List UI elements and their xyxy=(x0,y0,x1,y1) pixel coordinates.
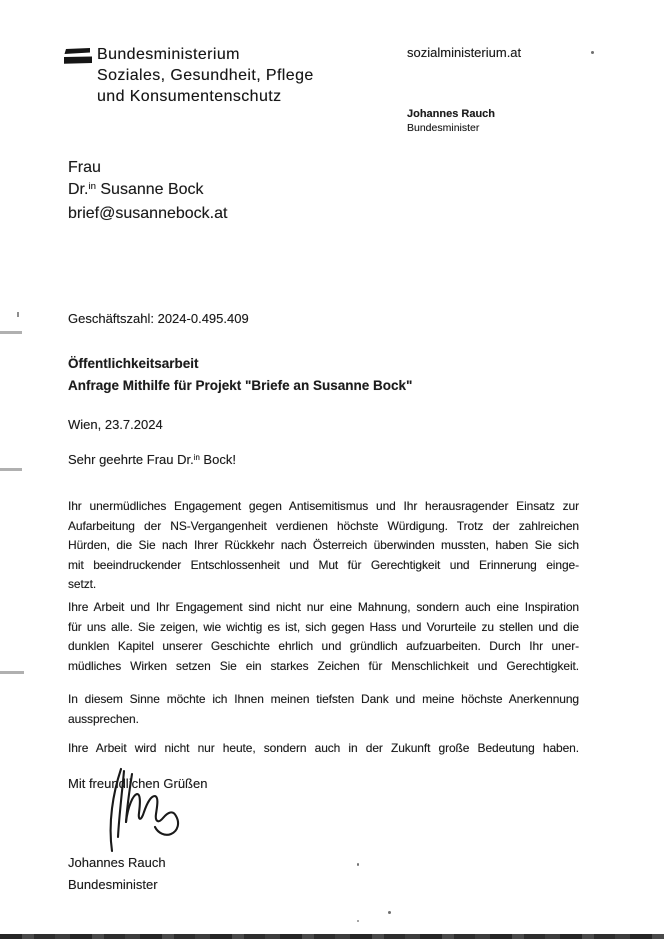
signer-title: Bundesminister xyxy=(68,876,158,892)
scan-speck xyxy=(357,920,359,922)
scan-bottom-edge xyxy=(0,934,664,939)
recipient-name: Dr.$^{in}$ Susanne Bock xyxy=(68,180,204,198)
body-line: aussprechen. xyxy=(68,711,139,726)
subject-line-2: Anfrage Mithilfe für Projekt "Briefe an Susanne Bock" xyxy=(68,378,413,393)
minister-block xyxy=(407,107,495,135)
ministry-line: Soziales, Gesundheit, Pflege xyxy=(97,67,314,84)
body-line: In diesem Sinne möchte ich Ihnen meinen tiefsten Dank und meine höchste Anerkennung xyxy=(68,692,579,706)
valediction-line: Mit freundlichen Grüßen xyxy=(68,776,208,791)
fold-mark xyxy=(0,671,24,674)
date-line: Wien, 23.7.2024 xyxy=(68,417,163,432)
body-paragraph xyxy=(68,739,579,759)
recipient-email: brief@susannebock.at xyxy=(68,205,228,222)
minister-name: Johannes Rauch xyxy=(407,108,496,120)
signer-name: Johannes Rauch xyxy=(68,855,166,870)
body-line: mit beeindruckender Entschlossenheit und Mut für Gerechtigkeit und Erinnerung einge- xyxy=(68,557,579,572)
body-line: Hürden, die Sie nach Ihrer Rückkehr nach Österreich überwinden mussten, haben Sie sich xyxy=(68,538,579,552)
ministry-line: und Konsumentenschutz xyxy=(97,88,282,105)
scan-tick-mark xyxy=(17,312,19,317)
scan-speck xyxy=(357,863,359,866)
scan-speck xyxy=(591,51,594,54)
body-line: für uns alle. Sie zeigen, wie wichtig es ist, sich gegen Hass und Vorurteile zu stellen und die xyxy=(68,619,579,634)
body-line: müdliches Wirken setzen Sie ein starkes Zeichen für Menschlichkeit und Gerechtigkeit. xyxy=(68,658,579,673)
ministry-line: Bundesministerium xyxy=(97,46,240,63)
body-line: setzt. xyxy=(68,577,97,591)
scan-speck xyxy=(388,911,391,914)
academic-title-superscript: in xyxy=(193,453,200,463)
signer-block xyxy=(68,852,166,895)
body-line: Ihre Arbeit wird nicht nur heute, sondern auch in der Zukunft große Bedeutung haben. xyxy=(68,741,579,755)
body-paragraph xyxy=(68,690,579,729)
body-paragraph xyxy=(68,598,579,676)
minister-title: Bundesminister xyxy=(407,122,480,134)
academic-title-superscript: in xyxy=(88,181,96,192)
recipient-salutation: Frau xyxy=(68,159,101,176)
handwritten-signature-icon xyxy=(95,765,205,860)
fold-mark xyxy=(0,331,22,334)
body-line: dunklen Kapitel unserer Geschichte ehrlich und gründlich aufzuarbeiten. Durch Ihr uner- xyxy=(68,639,579,653)
salutation-line: Sehr geehrte Frau Dr.$^{in}$ Bock! xyxy=(68,452,236,467)
body-line: Aufarbeitung der NS-Vergangenheit verdienen höchste Würdigung. Trotz der zahlreichen xyxy=(68,518,579,533)
reference-number-line: Geschäftszahl: 2024-0.495.409 xyxy=(68,311,249,326)
body-paragraph xyxy=(68,497,579,595)
austria-flag-bars-icon xyxy=(63,47,93,66)
fold-mark xyxy=(0,468,22,471)
recipient-address xyxy=(68,158,204,199)
body-line: Ihre Arbeit und Ihr Engagement sind nicht nur eine Mahnung, sondern auch eine Inspiration xyxy=(68,600,579,614)
subject-line-1: Öffentlichkeitsarbeit xyxy=(68,356,199,371)
body-line: Ihr unermüdliches Engagement gegen Antisemitismus und Ihr herausragender Einsatz zur xyxy=(68,499,579,513)
subject-block xyxy=(68,353,412,397)
ministry-website: sozialministerium.at xyxy=(407,45,522,60)
ministry-name-block xyxy=(97,44,314,107)
